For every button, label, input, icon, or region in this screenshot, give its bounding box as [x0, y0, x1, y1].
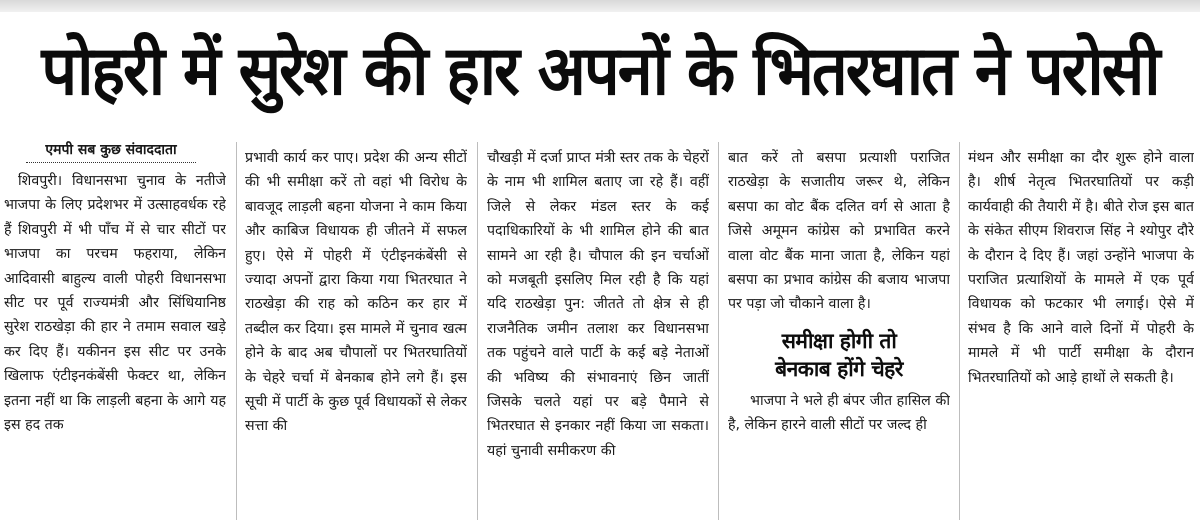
subheading [728, 327, 950, 383]
column-1-text: शिवपुरी। विधानसभा चुनाव के नतीजे भाजपा के लिए प्रदेशभर में उत्साहवर्धक रहे हैं शिवपुरी में भी पाँच में से चार सीटों पर भाजपा का परचम फहराया, लेकिन आदिवासी बाहुल्य वाली पोहरी विधानसभा सीट पर पूर्व राज्यमंत्री और सिंधियानिष्ठ सुरेश राठखेड़ा की हार ने तमाम सवाल खड़े कर दिए हैं। यकीनन इस सीट पर उनके खिलाफ एंटीइनकंबेंसी फेक्टर था, लेकिन इतना नहीं था कि लाड़ली बहना के आगे यह इस हद तक [4, 173, 226, 434]
column-4-text-bottom: भाजपा ने भले ही बंपर जीत हासिल की है, लेकिन हारने वाली सीटों पर जल्द ही [728, 392, 950, 434]
article-column-4 [728, 146, 950, 526]
subheading-line-1: समीक्षा होगी तो [781, 328, 897, 353]
column-divider [959, 142, 960, 520]
headline: पोहरी में सुरेश की हार अपनों के भितरघात ने परोसी [41, 30, 1159, 110]
column-3-text: चौखड़ी में दर्जा प्राप्त मंत्री स्तर तक के चेहरों के नाम भी शामिल बताए जा रहे हैं। वहीं जिले से लेकर मंडल स्तर के कई पदाधिकारियों के भी शामिल होने की बात सामने आ रही है। चौपाल की इन चर्चाओं को मजबूती इसलिए मिल रही है कि यहां यदि राठखेड़ा पुन: जीतते तो क्षेत्र से ही राजनैतिक जमीन तलाश कर विधानसभा तक पहुंचने वाले पार्टी के कई बड़े नेताओं की भविष्य की संभावनाएं छिन जातीं जिसके चलते यहां पर बड़े पैमाने से भितरघात से इनकार नहीं किया जा सकता। यहां चुनावी समीकरण की [487, 150, 709, 459]
column-divider [477, 142, 478, 520]
article-column-1 [4, 140, 226, 520]
article-column-5 [968, 146, 1194, 526]
column-5-text: मंथन और समीक्षा का दौर शुरू होने वाला है। शीर्ष नेतृत्व भितरघातियों पर कड़ी कार्यवाही की तैयारी में है। बीते रोज इस बात के संकेत सीएम शिवराज सिंह ने श्योपुर दौरे के दौरान दे दिए हैं। जहां उन्होंने भाजपा के पराजित प्रत्याशियों के मामले में एक पूर्व विधायक को फटकार भी लगाई। ऐसे में संभव है कि आने वाले दिनों में पोहरी के मामले में भी पार्टी समीक्षा के दौरान भितरघातियों को आड़े हाथों ले सकती है। [968, 150, 1194, 386]
article-column-2 [245, 146, 467, 526]
article-column-3 [487, 146, 709, 526]
byline: एमपी सब कुछ संवाददाता [26, 140, 196, 163]
column-4-text-top: बात करें तो बसपा प्रत्याशी पराजित राठखेड़ा के सजातीय जरूर थे, लेकिन बसपा का वोट बैंक दलित वर्ग से आता है जिसे अमूमन कांग्रेस को प्रभावित करने वाला वोट बैंक माना जाता है, लेकिन यहां बसपा का प्रभाव कांग्रेस की बजाय भाजपा पर पड़ा जो चौकाने वाला है। [728, 150, 950, 313]
subheading-line-2: बेनकाब होंगे चेहरे [775, 356, 903, 381]
column-divider [718, 142, 719, 520]
column-2-text: प्रभावी कार्य कर पाए। प्रदेश की अन्य सीटों की भी समीक्षा करें तो वहां भी विरोध के बावजूद लाड़ली बहना योजना ने काम किया और काबिज विधायक ही जीतने में सफल हुए। ऐसे में पोहरी में एंटीइनकंबेंसी से ज्यादा अपनों द्वारा किया गया भितरघात ने राठखेड़ा की राह को कठिन कर हार में तब्दील कर दिया। इस मामले में चुनाव खत्म होने के बाद अब चौपालों पर भितरघातियों के चेहरे चर्चा में बेनकाब होने लगे हैं। इस सूची में पार्टी के कुछ पूर्व विधायकों से लेकर सत्ता की [245, 150, 467, 435]
column-divider [236, 142, 237, 520]
